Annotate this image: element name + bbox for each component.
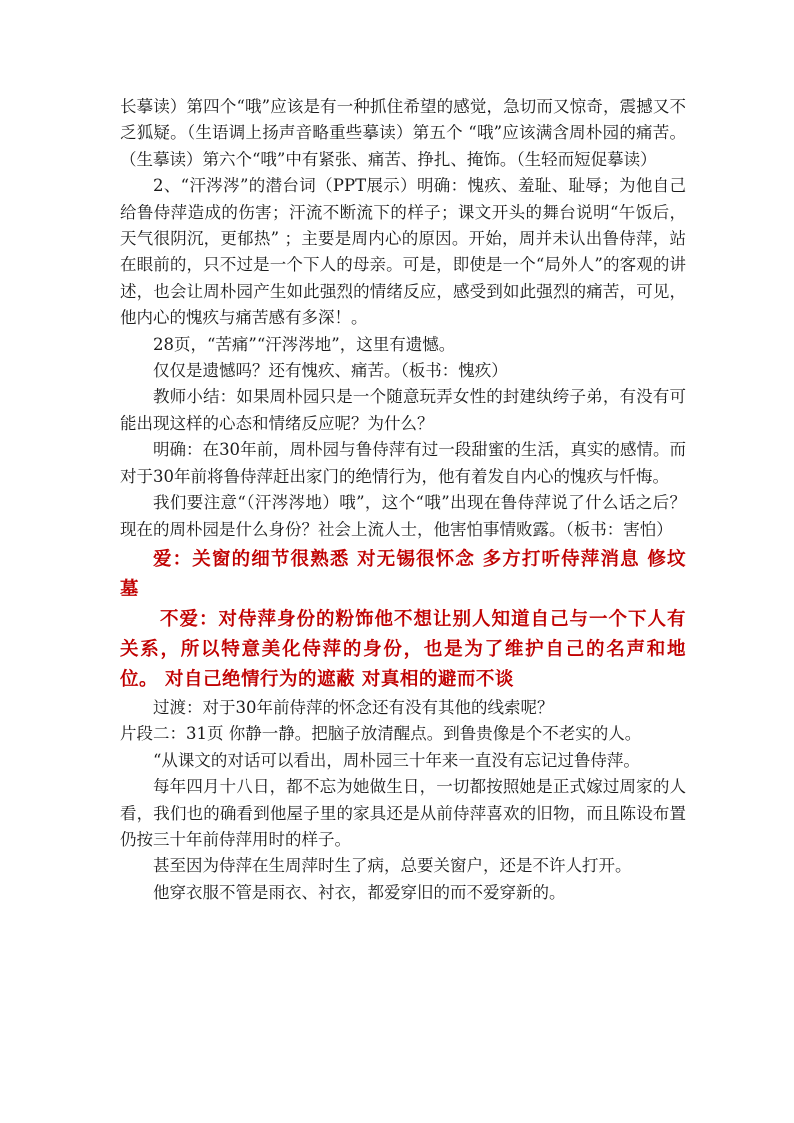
paragraph-transition: 过渡：对于30年前侍萍的怀念还有没有其他的线索呢？ — [153, 697, 554, 717]
paragraph-birthday: 每年四月十八日，都不忘为她做生日，一切都按照她是正式嫁过周家的人看，我们也的确看到他屋子里的家具还是从前侍萍喜欢的旧物，而且陈设布置仍按三十年前侍萍用时的样子。 — [120, 777, 686, 849]
paragraph-regret: 仅仅是遗憾吗？还有愧疚、痛苦。（板书：愧疚） — [153, 361, 508, 381]
paragraph-attention: 我们要注意“（汗涔涔地）哦”，这个“哦”出现在鲁侍萍说了什么话之后？现在的周朴园是什么身份？社会上流人士，他害怕事情败露。（板书：害怕） — [120, 493, 686, 539]
highlight-love: 爱：关窗的细节很熟悉 对无锡很怀念 多方打听侍萍消息 修坟墓 — [120, 548, 686, 600]
paragraph-page-28: 28页，“苦痛”“汗涔涔地”，这里有遗憾。 — [153, 334, 456, 354]
document-page — [120, 94, 686, 906]
paragraph-never-forgot: “从课文的对话可以看出，周朴园三十年来一直没有忘记过鲁侍萍。 — [153, 750, 640, 770]
paragraph-clarification: 明确：在30年前，周朴园与鲁侍萍有过一段甜蜜的生活，真实的感情。而对于30年前将鲁侍萍赶出家门的绝情行为，他有着发自内心的愧疚与忏悔。 — [120, 440, 686, 486]
paragraph-teacher-summary: 教师小结：如果周朴园只是一个随意玩弄女性的封建纨绔子弟，有没有可能出现这样的心态和情绪反应呢？为什么？ — [120, 387, 686, 433]
highlight-not-love: 不爱：对侍萍身份的粉饰他不想让别人知道自己与一个下人有关系，所以特意美化侍萍的身份，也是为了维护自己的名声和地位。 对自己绝情行为的遮蔽 对真相的避而不谈 — [120, 608, 686, 690]
paragraph-windows: 甚至因为侍萍在生周萍时生了病，总要关窗户，还是不许人打开。 — [153, 856, 632, 876]
paragraph-mo-reading: 长摹读）第四个“哦”应该是有一种抓住希望的感觉，急切而又惊奇，震撼又不乏狐疑。（生语调上扬声音略重些摹读）第五个 “哦”应该满含周朴园的痛苦。（生摹读）第六个“哦”中有紧张、痛苦、挣扎、掩饰。（生轻而短促摹读） — [120, 97, 686, 169]
paragraph-excerpt-two: 片段二：31页 你静一静。把脑子放清醒点。到鲁贵像是个不老实的人。 — [120, 724, 642, 744]
paragraph-old-clothes: 他穿衣服不管是雨衣、衬衣，都爱穿旧的而不爱穿新的。 — [153, 882, 566, 902]
paragraph-sweat-subtext: 2、“汗涔涔”的潜台词（PPT展示）明确：愧疚、羞耻、耻辱；为他自己给鲁侍萍造成的伤害；汗流不断流下的样子；课文开头的舞台说明“午饭后，天气很阴沉，更郁热” ；主要是周内心的原因。开始，周并未认出鲁侍萍，站在眼前的，只不过是一个下人的母亲。可是，即使是一个“局外人”的客观的讲述，也会让周朴园产生如此强烈的情绪反应，感受到如此强烈的痛苦，可见，他内心的愧疚与痛苦感有多深！。 — [120, 176, 686, 328]
